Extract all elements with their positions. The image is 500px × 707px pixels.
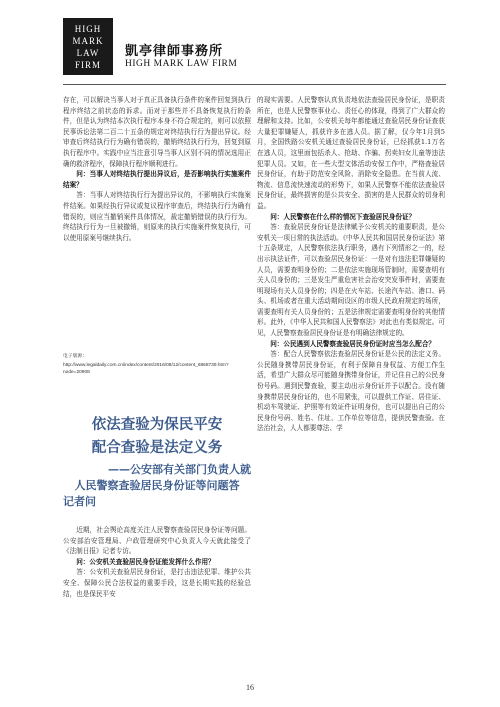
source-note [63,353,249,376]
question-paragraph: 问：当事人对终结执行提出异议后，是否影响执行实施案件结案？ [63,170,251,189]
article-title-line2: 配合查验是法定义务 [91,440,223,456]
source-label: 电子版源： [63,354,87,359]
logo-line: MARK [72,35,104,46]
firm-name-cn: 凱亭律師事務所 [125,44,224,59]
question-paragraph: 问：公民遇到人民警察查验居民身份证时应当怎么配合？ [270,339,436,348]
paragraph: 的现实需要。人民警察认真负责地依法查验居民身份证，是职责所在，也是人民警察事业心、责任心的体现，得到了广大群众的理解和支持。比如，公安机关每年都能通过查验居民身份证查获大量犯罪嫌疑人，抓获许多在逃人员。据了解，仅今年1月到5月，全国铁路公安机关通过查验居民身份证，已经抓获1.1万名在逃人员，这里面包括杀人、抢劫、诈骗、拐卖妇女儿童等违法犯罪人员。又如，在一些大型文体活动安保工作中，严格查验居民身份证，有助于防范安全风险、消除安全隐患。在当前人流、物流、信息流快速流动的形势下，如果人民警察不能依法查验居民身份证，最终损害的是公共安全、损害的是人民群众的切身利益。 [257,96,445,210]
paragraph: 存在，可以解决当事人对于真正具备执行条件的案件回复到执行程序终结之前状态的诉求。而对于那些并不具备恢复执行的条件，但是认为终结本次执行程序本身不符合规定的，则可以依照民事诉讼法第二百二十五条的规定对终结执行行为提出异议。经审查后终结执行行为确有错误的，撤销终结执行行为，回复到原执行程序中。实践中应当注意引导当事人区别不同的情况选用正确的救济程序，保障执行程序顺利进行。 [63,96,251,168]
article-subtitle-line3: 记者问 [63,495,96,508]
article-subtitle-line2: 人民警察查验居民身份证等问题答 [74,479,240,492]
article-title-line1: 依法查验为保民平安 [91,417,223,433]
logo-line: LAW [76,47,100,58]
answer-paragraph: 答：查验居民身份证是法律赋予公安机关的重要职责，是公安机关一项日常的执法活动。《中华人民共和国居民身份证法》第十五条规定，人民警察依法执行职务，遇有下列情形之一的，经出示执法证件，可以查验居民身份证：一是对有违法犯罪嫌疑的人员，需要查明身份的；二是依法实施现场管制时，需要查明有关人员身份的；三是发生严重危害社会治安突发事件时，需要查明现场有关人员身份的；四是在火车站、长途汽车站、港口、码头、机场或者在重大活动期间设区的市级人民政府规定的场所，需要查明有关人员身份的；五是法律规定需要查明身份的其他情形。此外，《中华人民共和国人民警察法》对此也有类似规定。可见，人民警察查验居民身份证是有明确法律规定的。 [257,223,445,338]
source-url[interactable]: http://www.legaldaily.com.cn/index/content/2016/08/12/content_6868739.htm?node=20908 [63,363,229,375]
intro-paragraph: 近期，社会舆论高度关注人民警察查验居民身份证等问题。公安部治安管理局、户政管理研究中心负责人今天就此接受了《法制日报》记者专访。 [63,526,251,556]
answer-paragraph: 答：配合人民警察依法查验居民身份证是公民的法定义务。公民随身携带居民身份证，有利于保障自身权益、方便工作生活，希望广大群众尽可能随身携带身份证，并记住自己的公民身份号码。遇到民警查验，要主动出示身份证并予以配合。没有随身携带居民身份证的，也不用紧张，可以提供工作证、居住证、机动车驾驶证、护照等有效证件证明身份，也可以提出自己的公民身份号码、姓名、住址、工作单位等信息，提供民警查验。在法治社会，人人都要尊法、学 [257,350,445,433]
article-subtitle-line1: ——公安部有关部门负责人就 [108,463,251,476]
firm-name-en: HIGH MARK LAW FIRM [125,59,238,69]
firm-logo [63,18,113,75]
answer-paragraph: 答：公安机关查验居民身份证，是打击违法犯罪、维护公共安全、保障公民合法权益的重要手段，这是长期实践的经验总结，也是保民平安 [63,568,251,598]
left-column-top [63,95,251,243]
answer-paragraph: 答：当事人对终结执行行为提出异议的，不影响执行实施案件结案。如果经执行异议或复议程序审查后，终结执行行为确有错误的，则应当撤销案件具体情况，裁定撤销错误的执行行为。终结执行行为一旦被撤销，则原来的执行实施案件恢复执行，可以使用原案号继续执行。 [63,191,251,242]
left-column-bottom [63,525,251,599]
logo-line: HIGH [74,23,102,34]
question-paragraph: 问：人民警察在什么样的情况下查验居民身份证？ [270,212,416,221]
header-divider [63,84,446,85]
page-number: 16 [246,683,254,692]
question-paragraph: 问：公安机关查验居民身份证能发挥什么作用？ [76,557,215,566]
right-column [257,95,445,434]
logo-line: FIRM [74,59,101,70]
